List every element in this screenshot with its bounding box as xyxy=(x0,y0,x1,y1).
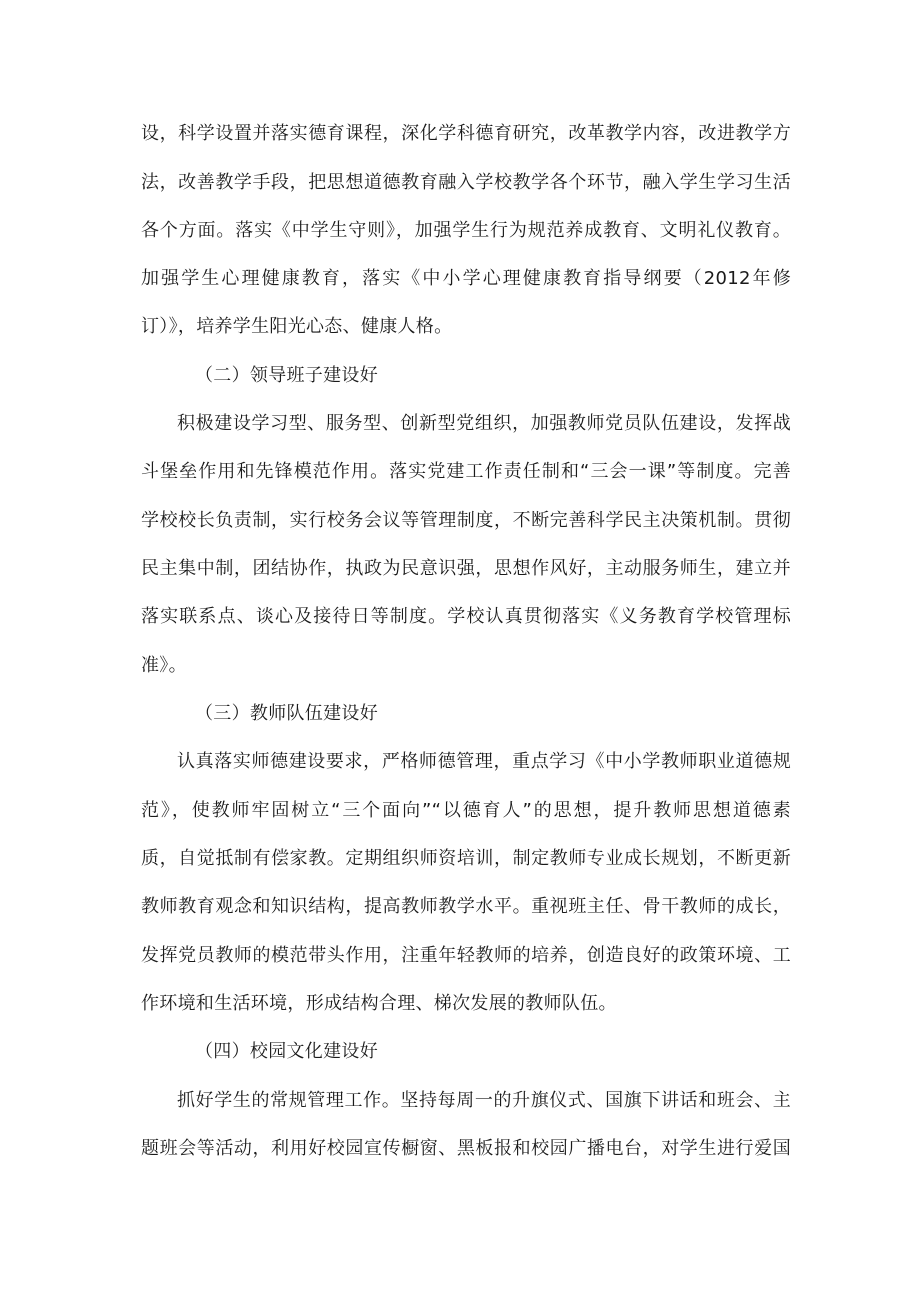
text-line: 积极建设学习型、服务型、创新型党组织，加强教师党员队伍建设，发挥战 xyxy=(177,413,791,434)
text-line: 作环境和生活环境，形成结构合理、梯次发展的教师队伍。 xyxy=(141,993,617,1014)
section-heading-campus-culture: （四）校园文化建设好 xyxy=(195,1041,378,1062)
text-line: 订）》，培养学生阳光心态、健康人格。 xyxy=(141,316,453,337)
text-line: 质，自觉抵制有偿家教。定期组织师资培训，制定教师专业成长规划，不断更新 xyxy=(141,848,791,869)
text-line: 斗堡垒作用和先锋模范作用。落实党建工作责任制和“三会一课”等制度。完善 xyxy=(141,461,791,482)
text-line: 民主集中制，团结协作，执政为民意识强，思想作风好，主动服务师生，建立并 xyxy=(141,558,791,579)
section-heading-leadership: （二）领导班子建设好 xyxy=(195,365,378,386)
text-line: 范》，使教师牢固树立“三个面向”“以德育人”的思想，提升教师思想道德素 xyxy=(141,800,791,821)
text-line: 设，科学设置并落实德育课程，深化学科德育研究，改革教学内容，改进教学方 xyxy=(141,123,791,144)
text-line: 教师教育观念和知识结构，提高教师教学水平。重视班主任、骨干教师的成长， xyxy=(141,896,791,917)
text-line: 法，改善教学手段，把思想道德教育融入学校教学各个环节，融入学生学习生活 xyxy=(141,172,791,193)
text-line: 题班会等活动，利用好校园宣传橱窗、黑板报和校园广播电台，对学生进行爱国 xyxy=(141,1138,791,1159)
text-line: 学校校长负责制，实行校务会议等管理制度，不断完善科学民主决策机制。贯彻 xyxy=(141,510,791,531)
text-line: 抓好学生的常规管理工作。坚持每周一的升旗仪式、国旗下讲话和班会、主 xyxy=(177,1090,791,1111)
text-line: 各个方面。落实《中学生守则》，加强学生行为规范养成教育、文明礼仪教育。 xyxy=(141,220,791,241)
section-heading-teachers: （三）教师队伍建设好 xyxy=(195,703,378,724)
text-line: 落实联系点、谈心及接待日等制度。学校认真贯彻落实《义务教育学校管理标 xyxy=(141,606,791,627)
text-line: 准》。 xyxy=(141,655,187,676)
text-line: 加强学生心理健康教育，落实《中小学心理健康教育指导纲要（2012年修 xyxy=(141,268,791,289)
text-line: 发挥党员教师的模范带头作用，注重年轻教师的培养，创造良好的政策环境、工 xyxy=(141,945,791,966)
text-line: 认真落实师德建设要求，严格师德管理，重点学习《中小学教师职业道德规 xyxy=(177,751,791,772)
